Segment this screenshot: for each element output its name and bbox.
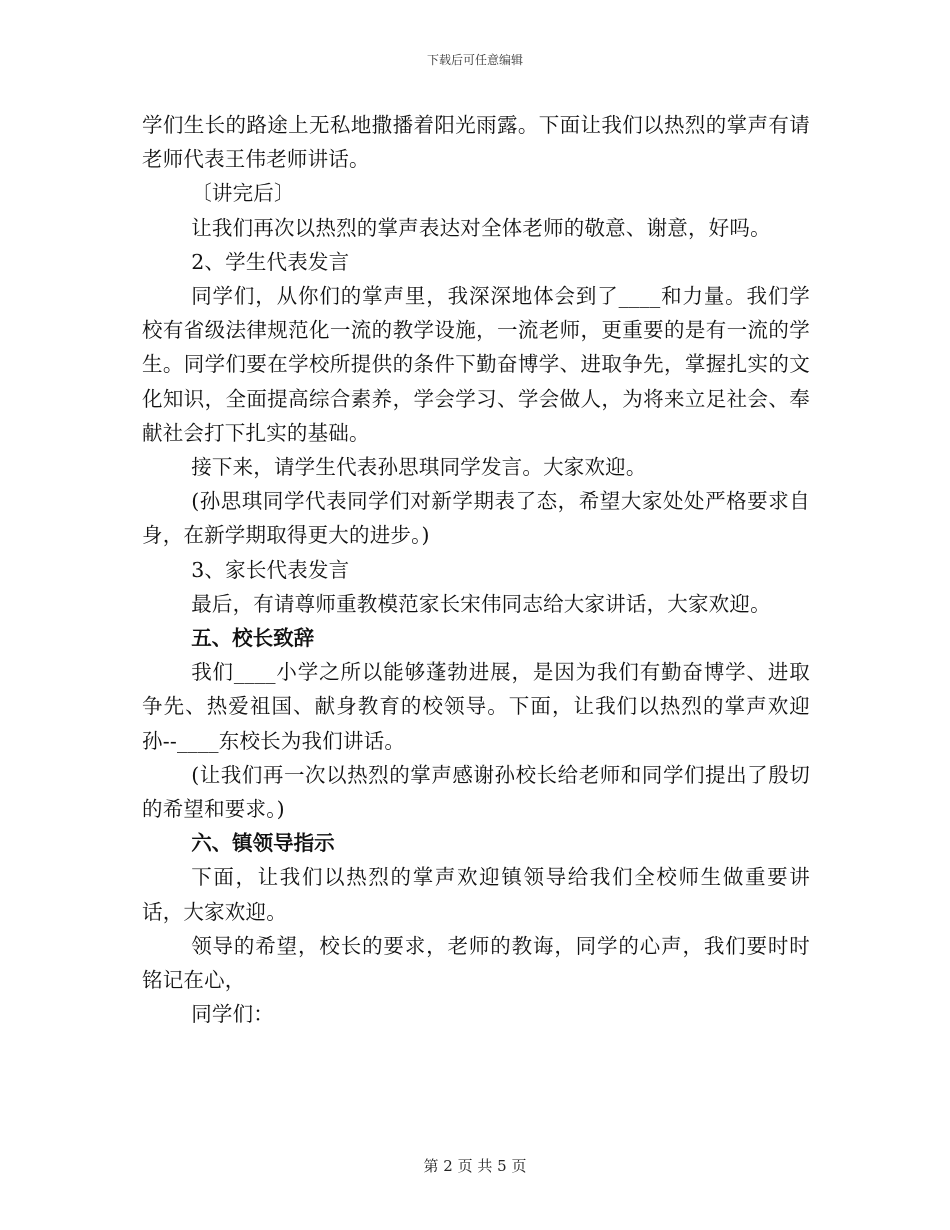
section-heading-town-leader: 六、镇领导指示 xyxy=(191,831,335,856)
paragraph-after-speech-note: 〔讲完后〕 xyxy=(191,181,295,206)
paragraph-continued-speech: 学们生长的路途上无私地撒播着阳光雨露。下面让我们以热烈的掌声有请老师代表王伟老师讲话。 xyxy=(142,113,810,172)
page-number-footer: 第 2 页 共 5 页 xyxy=(423,1157,527,1175)
document-body xyxy=(142,108,810,1031)
paragraph-invite-student: 接下来，请学生代表孙思琪同学发言。大家欢迎。 xyxy=(191,455,647,480)
paragraph-town-leader-intro: 下面，让我们以热烈的掌声欢迎镇领导给我们全校师生做重要讲话，大家欢迎。 xyxy=(142,865,810,924)
section-heading-principal-speech: 五、校长致辞 xyxy=(191,626,315,651)
paragraph-student-summary: (孙思琪同学代表同学们对新学期表了态，希望大家处处严格要求自身，在新学期取得更大的进步。) xyxy=(142,489,810,548)
subheading-student-representative: 2、学生代表发言 xyxy=(191,249,350,274)
paragraph-students-address: 同学们： xyxy=(191,1002,274,1027)
paragraph-students-intro: 同学们，从你们的掌声里，我深深地体会到了____和力量。我们学校有省级法律规范化一流的教学设施，一流老师，更重要的是有一流的学生。同学们要在学校所提供的条件下勤奋博学、进取争先，掌握扎实的文化知识，全面提高综合素养，学会学习、学会做人，为将来立足社会、奉献社会打下扎实的基础。 xyxy=(142,284,810,445)
paragraph-principal-intro: 我们____小学之所以能够蓬勃进展，是因为我们有勤奋博学、进取争先、热爱祖国、献身教育的校领导。下面，让我们以热烈的掌声欢迎孙--____东校长为我们讲话。 xyxy=(142,660,810,753)
subheading-parent-representative: 3、家长代表发言 xyxy=(191,557,350,582)
paragraph-remember: 领导的希望，校长的要求，老师的教诲，同学的心声，我们要时时铭记在心， xyxy=(142,933,810,993)
paragraph-thanks-teachers: 让我们再次以热烈的掌声表达对全体老师的敬意、谢意，好吗。 xyxy=(191,215,771,240)
page-header: 下载后可任意编辑 xyxy=(426,53,523,67)
paragraph-principal-thanks: (让我们再一次以热烈的掌声感谢孙校长给老师和同学们提出了殷切的希望和要求。) xyxy=(142,762,810,822)
paragraph-invite-parent: 最后，有请尊师重教模范家长宋伟同志给大家讲话，大家欢迎。 xyxy=(191,591,771,616)
